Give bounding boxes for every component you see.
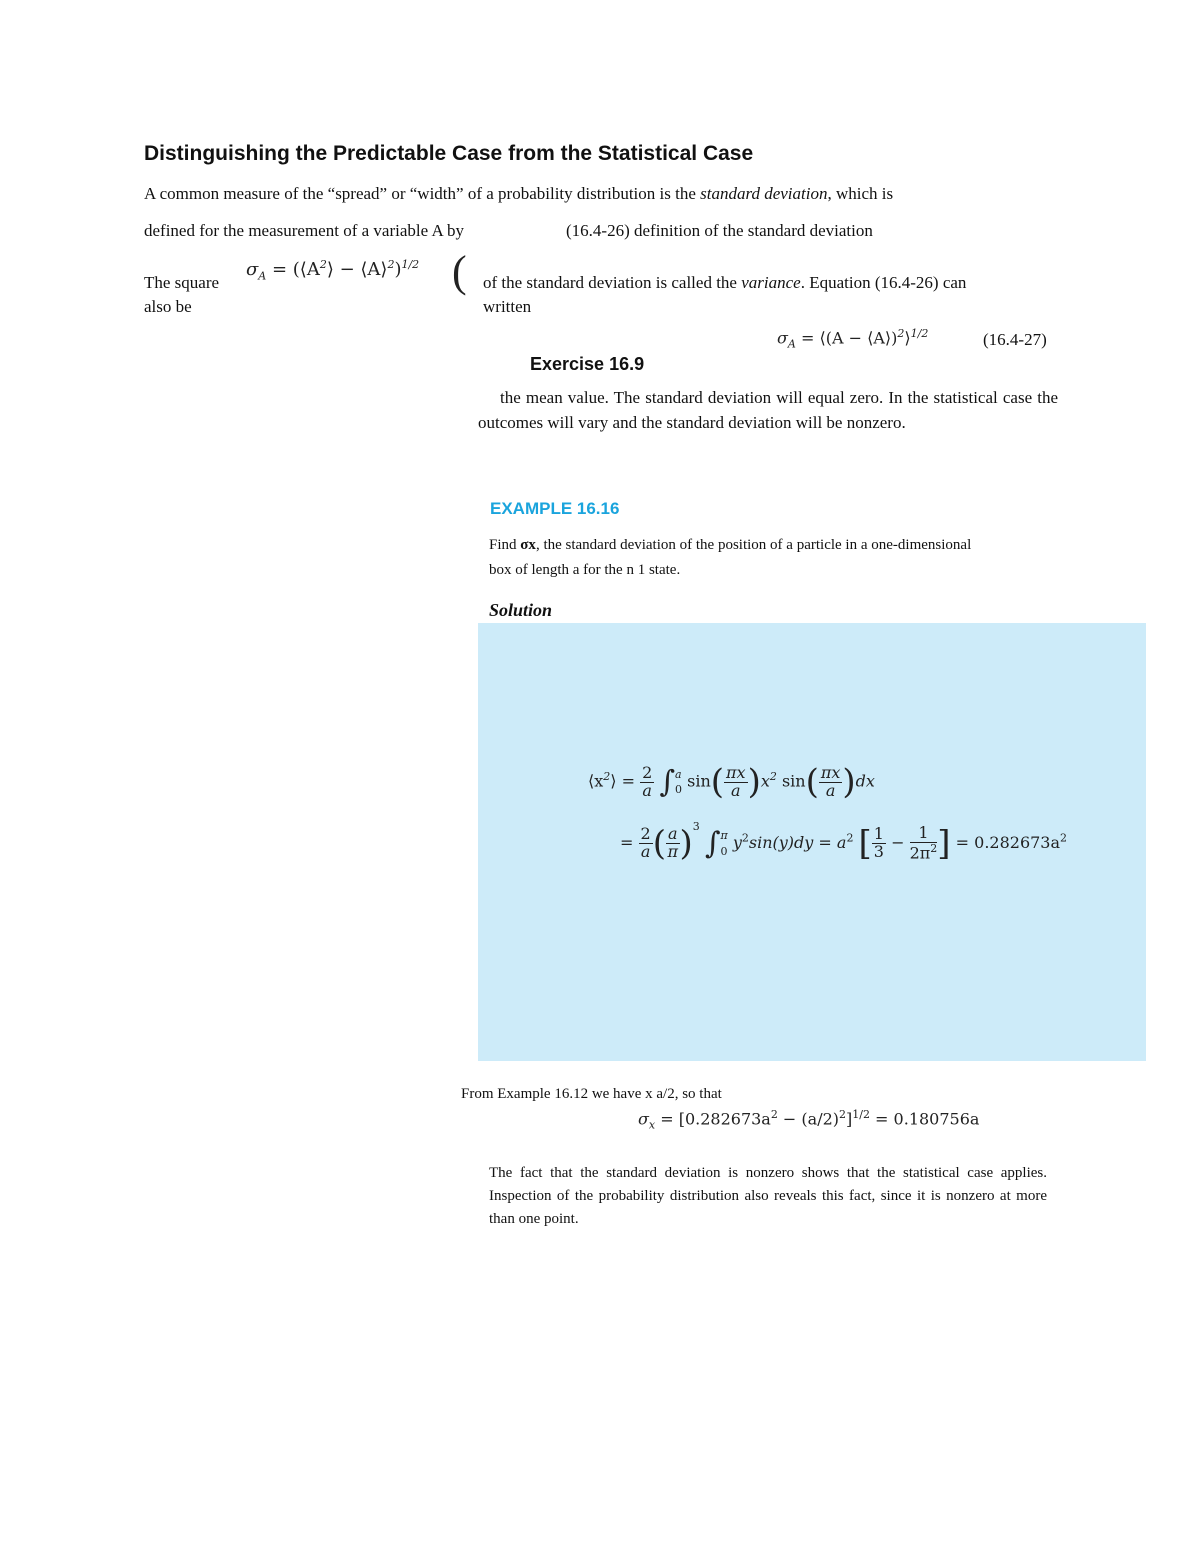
exercise-body: the mean value. The standard deviation will equal zero. In the statistical case the outcomes will vary and the standard deviation will be nonzero. [478,388,1058,432]
section-heading: Distinguishing the Predictable Case from the Statistical Case [144,142,754,165]
large-parenthesis: ( [452,247,467,296]
example-body-line-1: Find σx, the standard deviation of the position of a particle in a one-dimensional [489,537,972,553]
sigma-x-equation: $\sigma_x = [0.282673a^2 - (a/2)^2]^{1/2} = 0.180756a$ [638,1108,980,1132]
from-example-text: From Example 16.12 we have x a/2, so that [461,1086,722,1102]
conclusion-paragraph: The fact that the standard deviation is nonzero shows that the statistical case applies. Inspection of the probability distribution also reveals this fact, since it is nonzero at more than one point. [489,1165,1047,1227]
variance-right-2: written [483,297,532,316]
intro-line-1: A common measure of the “spread” or “width” of a probability distribution is the standard deviation, which is [144,184,894,203]
solution-label: Solution [489,600,553,620]
integral-sign: ∫ [659,764,676,800]
equation-16-4-27: $\sigma_A$ = ⟨(A − ⟨A⟩)$^2$⟩$^{1/2}$ [777,327,929,351]
equation-16-4-26: $\sigma_A$ = ($⟨A^2⟩$ − ⟨A⟩$^2$)$^{1/2}$ [246,258,420,283]
variance-right-1: of the standard deviation is called the variance. Equation (16.4-26) can [483,273,967,292]
solution-equation-line-2: = $\frac{2}{a}$ ( $\frac{a}{\pi}$ )$^3$ ∫ π 0 $y^2\sin(y)dy = a^2$ [ $\frac{1}{3}$ − $\frac{1}{2\pi^2}$ ] = $0.282673a^2$ [620,820,1068,864]
example-body-line-2: box of length a for the n 1 state. [489,562,681,578]
exercise-title: Exercise 16.9 [530,354,645,374]
solution-equation-line-1: $⟨x^2⟩$ = $\frac{2}{a}$ ∫ a 0 sin( $\frac{\pi x}{a}$ )$x^2$ sin( $\frac{\pi x}{a}$ )dx [588,762,875,802]
equation-reference: (16.4-26) definition of the standard deviation [566,221,873,240]
example-title: EXAMPLE 16.16 [490,499,620,518]
intro-line-2: defined for the measurement of a variable A by [144,221,465,240]
equation-16-4-27-label: (16.4-27) [983,330,1047,349]
variance-left-2: also be [144,297,192,316]
fraction-2-over-a: $\frac{2}{a}$ [642,762,653,800]
variance-left-1: The square [144,273,220,292]
